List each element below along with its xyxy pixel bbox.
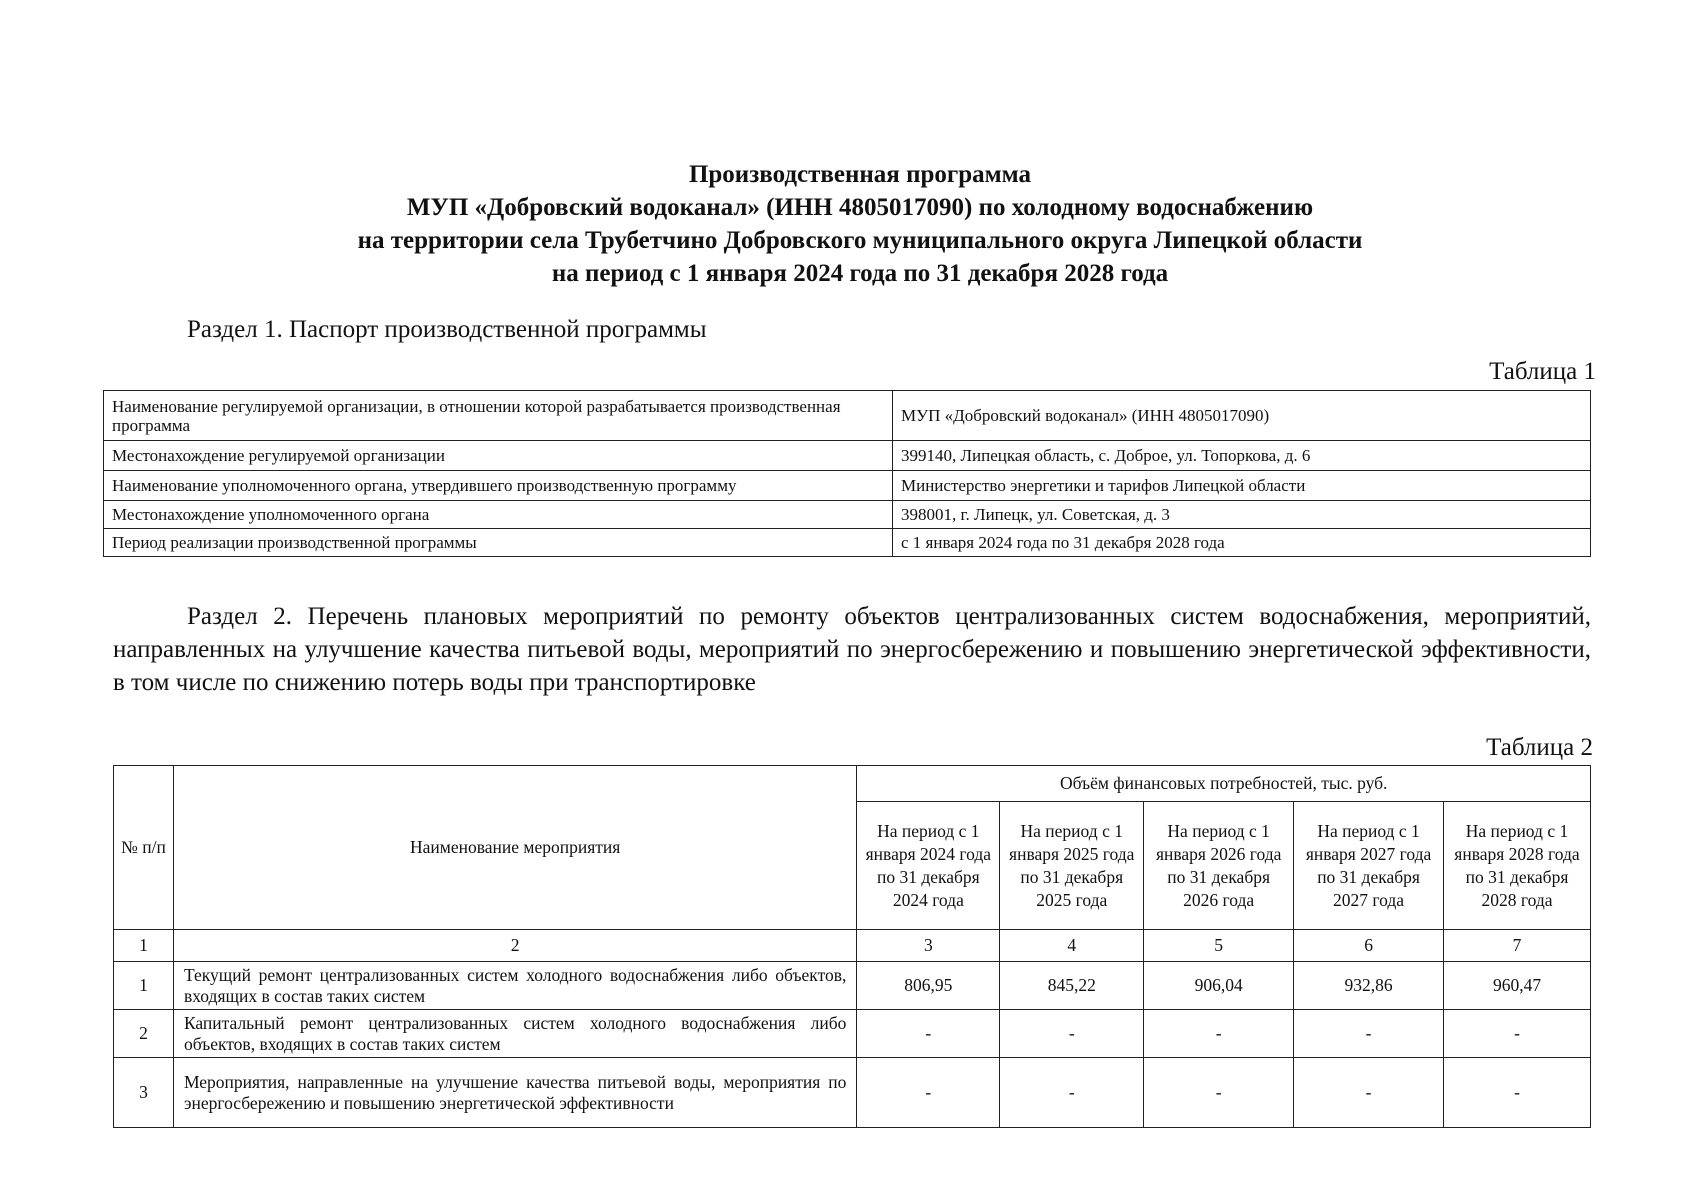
row-num: 2	[114, 1010, 174, 1058]
table-2-caption: Таблица 2	[1486, 734, 1593, 761]
header-finance: Объём финансовых потребностей, тыс. руб.	[857, 766, 1591, 802]
table-row	[114, 1010, 1591, 1058]
table-cell-key: Местонахождение уполномоченного органа	[104, 501, 893, 529]
header-period: На период с 1 января 2025 года по 31 декабря 2025 года	[1000, 802, 1144, 930]
document-title	[0, 158, 1696, 290]
row-value: -	[1144, 1058, 1294, 1128]
column-number: 7	[1444, 930, 1591, 962]
header-period: На период с 1 января 2027 года по 31 декабря 2027 года	[1294, 802, 1444, 930]
title-line-2: МУП «Добровский водоканал» (ИНН 4805017090) по холодному водоснабжению	[406, 194, 1314, 221]
row-value: -	[1444, 1010, 1591, 1058]
table-row	[104, 529, 1591, 557]
column-number: 2	[173, 930, 856, 962]
table-cell-value: 399140, Липецкая область, с. Доброе, ул. Топоркова, д. 6	[893, 441, 1591, 471]
table-cell-key: Наименование регулируемой организации, в отношении которой разрабатывается производственная программа	[104, 391, 893, 441]
header-period: На период с 1 января 2026 года по 31 декабря 2026 года	[1144, 802, 1294, 930]
table-row	[114, 962, 1591, 1010]
table-row	[114, 1058, 1591, 1128]
table-header-row	[114, 766, 1591, 802]
column-number: 1	[114, 930, 174, 962]
row-name: Капитальный ремонт централизованных систем холодного водоснабжения либо объектов, входящих в состав таких систем	[173, 1010, 856, 1058]
row-value: -	[1000, 1058, 1144, 1128]
column-number: 4	[1000, 930, 1144, 962]
section-1-heading: Раздел 1. Паспорт производственной программы	[187, 316, 707, 343]
table-cell-key: Местонахождение регулируемой организации	[104, 441, 893, 471]
header-period: На период с 1 января 2024 года по 31 декабря 2024 года	[857, 802, 1000, 930]
row-value: 845,22	[1000, 962, 1144, 1010]
row-value: -	[1294, 1010, 1444, 1058]
row-value: 932,86	[1294, 962, 1444, 1010]
row-name: Текущий ремонт централизованных систем холодного водоснабжения либо объектов, входящих в состав таких систем	[173, 962, 856, 1010]
table-row	[104, 471, 1591, 501]
table-cell-key: Период реализации производственной программы	[104, 529, 893, 557]
row-value: -	[1444, 1058, 1591, 1128]
table-cell-value: МУП «Добровский водоканал» (ИНН 4805017090)	[893, 391, 1591, 441]
title-line-4: на период с 1 января 2024 года по 31 декабря 2028 года	[551, 260, 1169, 287]
table-cell-value: Министерство энергетики и тарифов Липецкой области	[893, 471, 1591, 501]
row-value: 906,04	[1144, 962, 1294, 1010]
row-num: 1	[114, 962, 174, 1010]
row-value: 806,95	[857, 962, 1000, 1010]
table-row	[104, 501, 1591, 529]
row-value: -	[1000, 1010, 1144, 1058]
measures-table	[113, 765, 1591, 1128]
row-value: -	[857, 1010, 1000, 1058]
table-cell-value: с 1 января 2024 года по 31 декабря 2028 года	[893, 529, 1591, 557]
row-value: -	[857, 1058, 1000, 1128]
header-period: На период с 1 января 2028 года по 31 декабря 2028 года	[1444, 802, 1591, 930]
section-2-heading: Раздел 2. Перечень плановых мероприятий по ремонту объектов централизованных систем водоснабжения, мероприятий, направленных на улучшение качества питьевой воды, мероприятий по энергосбережению и повышению энергетической эффективности, в том числе по снижению потерь воды при транспортировке	[113, 603, 1591, 696]
row-num: 3	[114, 1058, 174, 1128]
column-number: 5	[1144, 930, 1294, 962]
row-value: 960,47	[1444, 962, 1591, 1010]
passport-table	[103, 390, 1591, 557]
header-num: № п/п	[114, 766, 174, 930]
table-cell-value: 398001, г. Липецк, ул. Советская, д. 3	[893, 501, 1591, 529]
row-name: Мероприятия, направленные на улучшение качества питьевой воды, мероприятия по энергосбережению и повышению энергетической эффективности	[173, 1058, 856, 1128]
table-row	[104, 391, 1591, 441]
table-1-caption: Таблица 1	[1489, 358, 1596, 385]
header-name: Наименование мероприятия	[173, 766, 856, 930]
column-number: 3	[857, 930, 1000, 962]
table-cell-key: Наименование уполномоченного органа, утвердившего производственную программу	[104, 471, 893, 501]
row-value: -	[1144, 1010, 1294, 1058]
column-number-row	[114, 930, 1591, 962]
title-line-1: Производственная программа	[688, 161, 1032, 188]
row-value: -	[1294, 1058, 1444, 1128]
title-line-3: на территории села Трубетчино Добровского муниципального округа Липецкой области	[357, 227, 1363, 254]
table-row	[104, 441, 1591, 471]
column-number: 6	[1294, 930, 1444, 962]
